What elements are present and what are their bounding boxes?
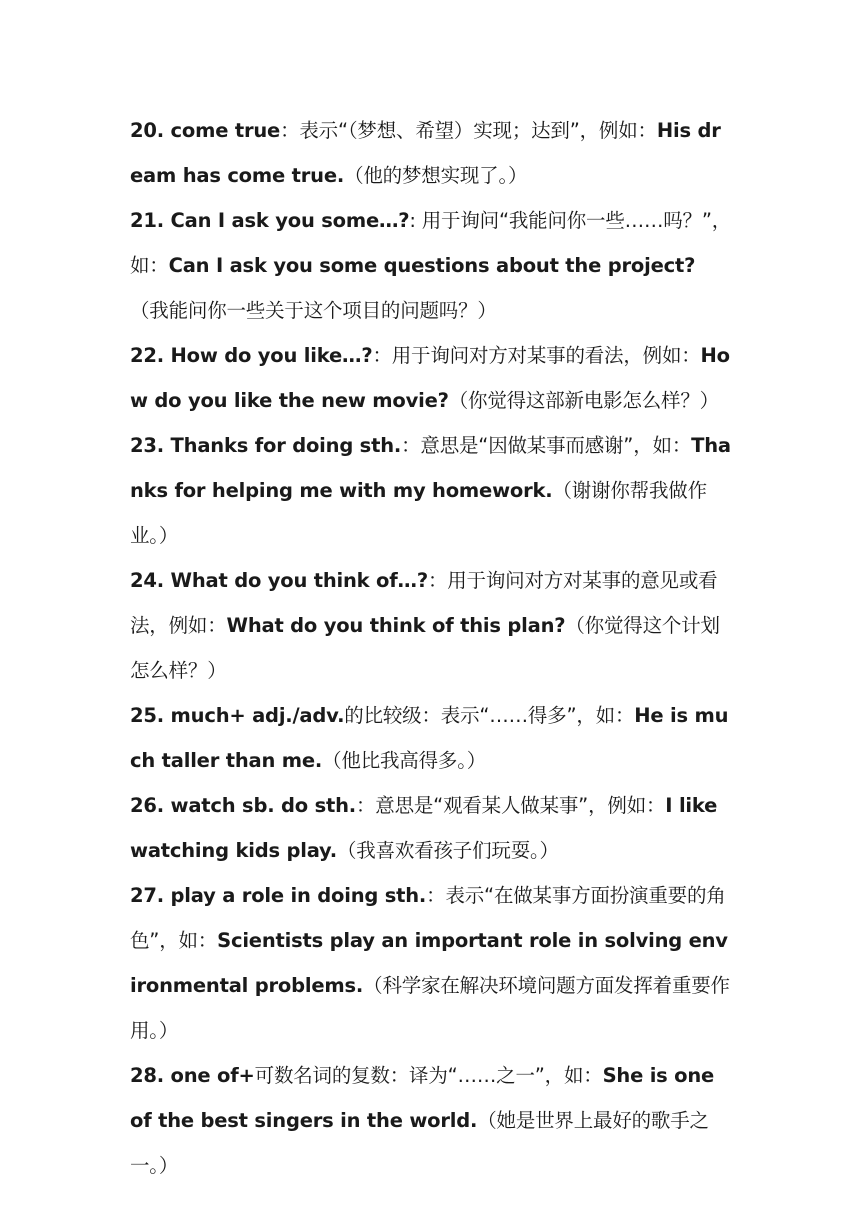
phrase-chinese-text: ：意思是“因做某事而感谢”，如： <box>401 434 692 457</box>
phrase-english-text: Thanks for helping me with my homework. <box>130 434 731 502</box>
phrase-chinese-text: （我能问你一些关于这个项目的问题吗？） <box>130 299 497 322</box>
phrase-entry <box>130 1053 732 1188</box>
phrase-english-text: 25. much+ adj./adv. <box>130 704 345 727</box>
phrase-entry <box>130 198 732 333</box>
phrase-chinese-text: ：用于询问对方对某事的意见或看法，例如： <box>130 569 718 637</box>
phrase-english-text: 28. one of+ <box>130 1064 255 1087</box>
phrase-entry <box>130 783 732 873</box>
phrase-entry <box>130 108 732 198</box>
phrase-english-text: I like watching kids play. <box>130 794 718 862</box>
phrase-english-text: What do you think of this plan? <box>226 614 566 637</box>
phrase-chinese-text: （我喜欢看孩子们玩耍。） <box>337 839 559 862</box>
phrase-english-text: 26. watch sb. do sth. <box>130 794 356 817</box>
phrase-entry <box>130 423 732 558</box>
phrase-chinese-text: 的比较级：表示“……得多”，如： <box>344 704 635 727</box>
phrase-chinese-text: （你觉得这部新电影怎么样？） <box>448 389 719 412</box>
phrase-english-text: 20. come true <box>130 119 281 142</box>
phrase-chinese-text: ：表示“（梦想、希望）实现；达到”，例如： <box>280 119 657 142</box>
phrase-chinese-text: （谢谢你帮我做作业。） <box>130 479 707 547</box>
phrase-english-text: 24. What do you think of…? <box>130 569 428 592</box>
phrase-chinese-text: : 用于询问“我能问你一些……吗？”，如： <box>130 209 732 277</box>
phrase-chinese-text: （你觉得这个计划怎么样？） <box>130 614 720 682</box>
phrase-entry <box>130 558 732 693</box>
phrase-english-text: How do you like the new movie? <box>130 344 730 412</box>
phrase-chinese-text: ：表示“在做某事方面扮演重要的角色”，如： <box>130 884 726 952</box>
phrase-chinese-text: ：意思是“观看某人做某事”，例如： <box>355 794 666 817</box>
phrase-english-text: Can I ask you some questions about the project? <box>168 254 696 277</box>
phrase-english-text: His dream has come true. <box>130 119 721 187</box>
phrase-english-text: He is much taller than me. <box>130 704 729 772</box>
phrase-chinese-text: （科学家在解决环境问题方面发挥着重要作用。） <box>130 974 730 1042</box>
phrase-english-text: 21. Can I ask you some…? <box>130 209 410 232</box>
phrase-chinese-text: ：用于询问对方对某事的看法，例如： <box>372 344 701 367</box>
phrase-chinese-text: 可数名词的复数：译为“……之一”，如： <box>254 1064 603 1087</box>
phrase-entry <box>130 693 732 783</box>
phrase-entry <box>130 873 732 1053</box>
phrase-chinese-text: （她是世界上最好的歌手之一。） <box>130 1109 709 1177</box>
phrase-english-text: She is one of the best singers in the world. <box>130 1064 715 1132</box>
phrase-english-text: 27. play a role in doing sth. <box>130 884 427 907</box>
phrase-list <box>130 108 732 1188</box>
phrase-chinese-text: （他的梦想实现了。） <box>344 164 528 187</box>
phrase-entry <box>130 333 732 423</box>
phrase-english-text: 23. Thanks for doing sth. <box>130 434 402 457</box>
phrase-english-text: 22. How do you like…? <box>130 344 373 367</box>
phrase-english-text: Scientists play an important role in solving environmental problems. <box>130 929 728 997</box>
phrase-chinese-text: （他比我高得多。） <box>322 749 487 772</box>
